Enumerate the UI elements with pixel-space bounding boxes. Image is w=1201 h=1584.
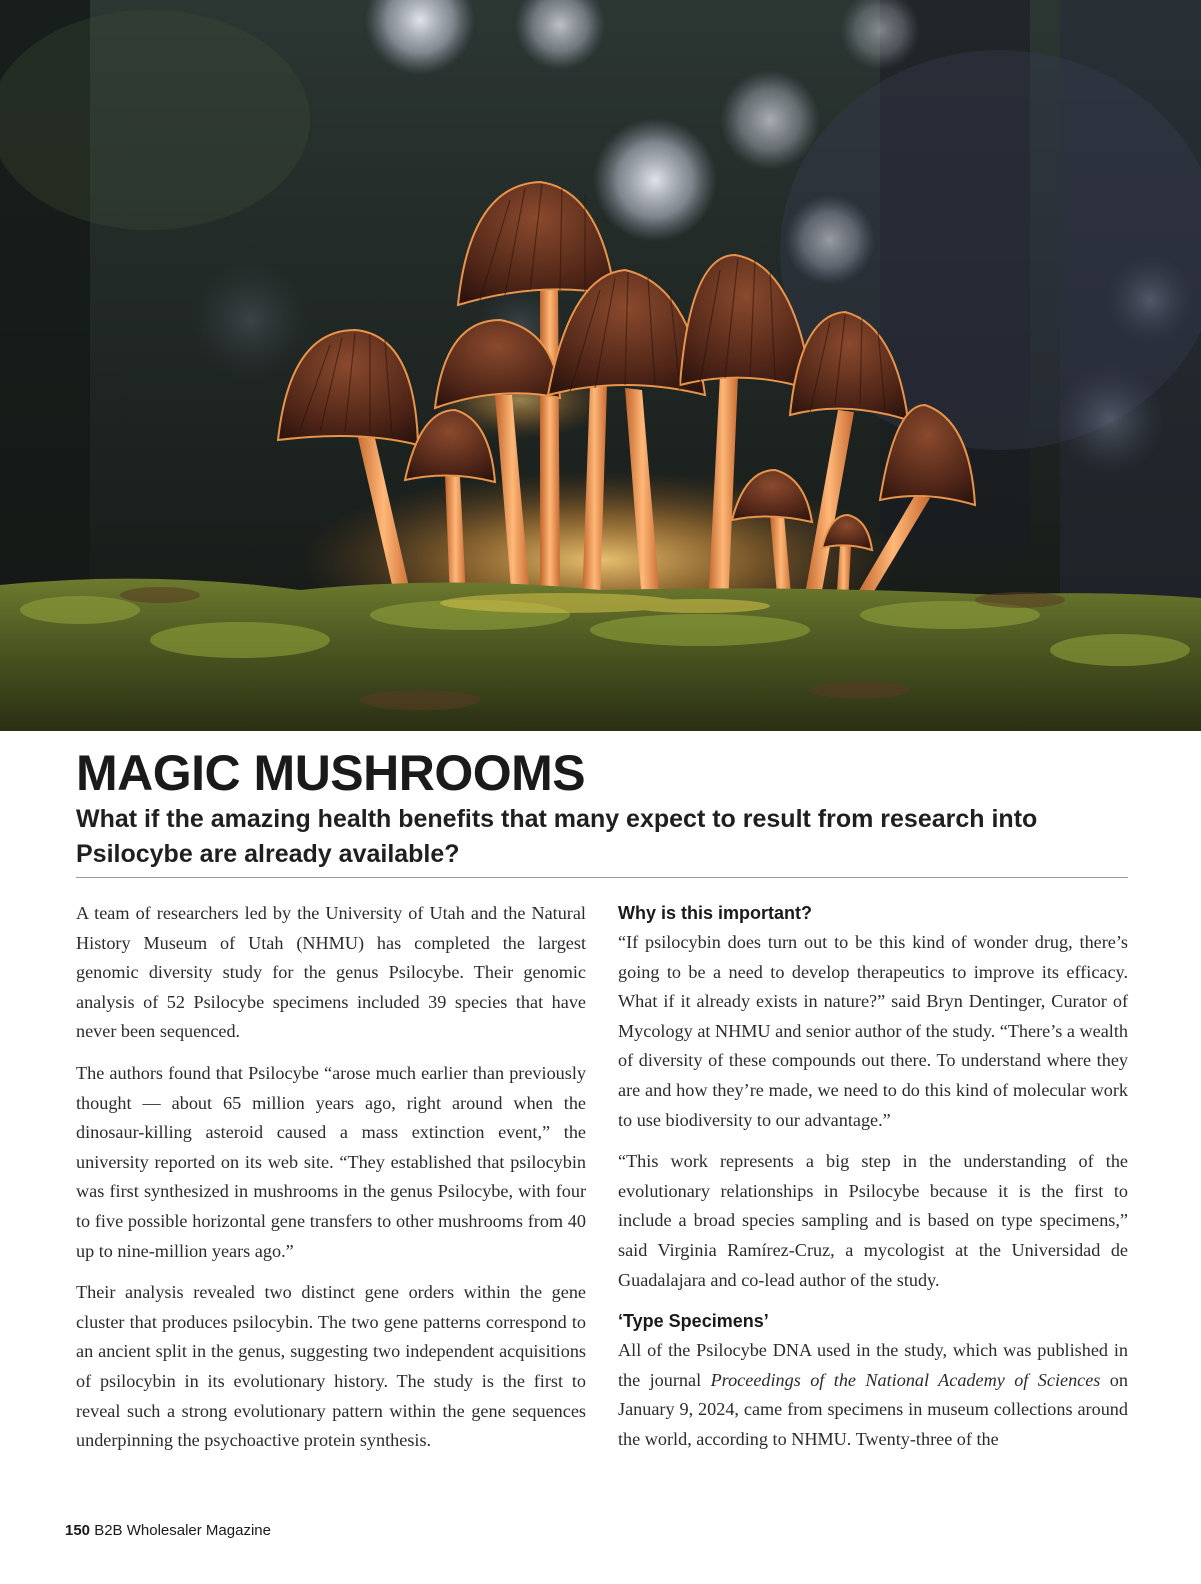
publication-name: B2B Wholesaler Magazine (94, 1522, 271, 1539)
article-subtitle: What if the amazing health benefits that many expect to result from research into Psilocybe are already available? (76, 805, 1038, 868)
title-divider (76, 877, 1128, 878)
page-number: 150 (65, 1522, 91, 1539)
journal-name: Proceedings of the National Academy of Sciences (710, 1369, 1101, 1390)
left-column (76, 899, 586, 1468)
hero-photo (0, 0, 1201, 731)
article-title: MAGIC MUSHROOMS (76, 745, 586, 801)
section-heading-type-specimens: ‘Type Specimens’ (618, 1311, 769, 1332)
right-paragraph-3 (618, 1336, 1128, 1454)
right-paragraph-1: “If psilocybin does turn out to be this kind of wonder drug, there’s going to be a need to develop therapeutics to improve its efficacy. What if it already exists in nature?” said Bryn Dentinger, Curator of Mycology at NHMU and senior author of the study. “There’s a wealth of diversity of these compounds out there. To understand where they are and how they’re made, we need to do this kind of molecular work to use biodiversity to our advantage.” (618, 932, 1128, 1130)
page-footer (65, 1522, 271, 1539)
left-paragraph-2: The authors found that Psilocybe “arose much earlier than previously thought — about 65 million years ago, right around when the dinosaur-killing asteroid caused a mass extinction event,” the university reported on its web site. “They established that psilocybin was first synthesized in mushrooms in the genus Psilocybe, with four to five possible horizontal gene transfers to other mushrooms from 40 up to nine-million years ago.” (76, 1062, 586, 1261)
left-paragraph-3: Their analysis revealed two distinct gene orders within the gene cluster that produces psilocybin. The two gene patterns correspond to an ancient split in the genus, suggesting two independent acquisitions of psilocybin in its evolutionary history. The study is the first to reveal such a strong evolutionary pattern within the gene sequences underpinning the psychoactive protein synthesis. (76, 1282, 586, 1451)
section-heading-why: Why is this important? (618, 903, 813, 923)
p3-text-end: on January 9, 2024, came from specimens in museum collections around the world, according to NHMU. Twenty-three of the (618, 1369, 1128, 1449)
left-paragraph-1: A team of researchers led by the University of Utah and the Natural History Museum of Utah (NHMU) has completed the largest genomic diversity study for the genus Psilocybe. Their genomic analysis of 52 Psilocybe specimens included 39 species that have never been sequenced. (76, 903, 586, 1042)
right-column (618, 899, 1128, 1467)
p3-text-start: All of the Psilocybe DNA used in the study, which was published in the journal (618, 1340, 1128, 1390)
right-paragraph-2: “This work represents a big step in the understanding of the evolutionary relationships in Psilocybe because it is the first to include a broad species sampling and is based on type specimens,” said Virginia Ramírez-Cruz, a mycologist at the Universidad de Guadalajara and co-lead author of the study. (618, 1151, 1128, 1290)
